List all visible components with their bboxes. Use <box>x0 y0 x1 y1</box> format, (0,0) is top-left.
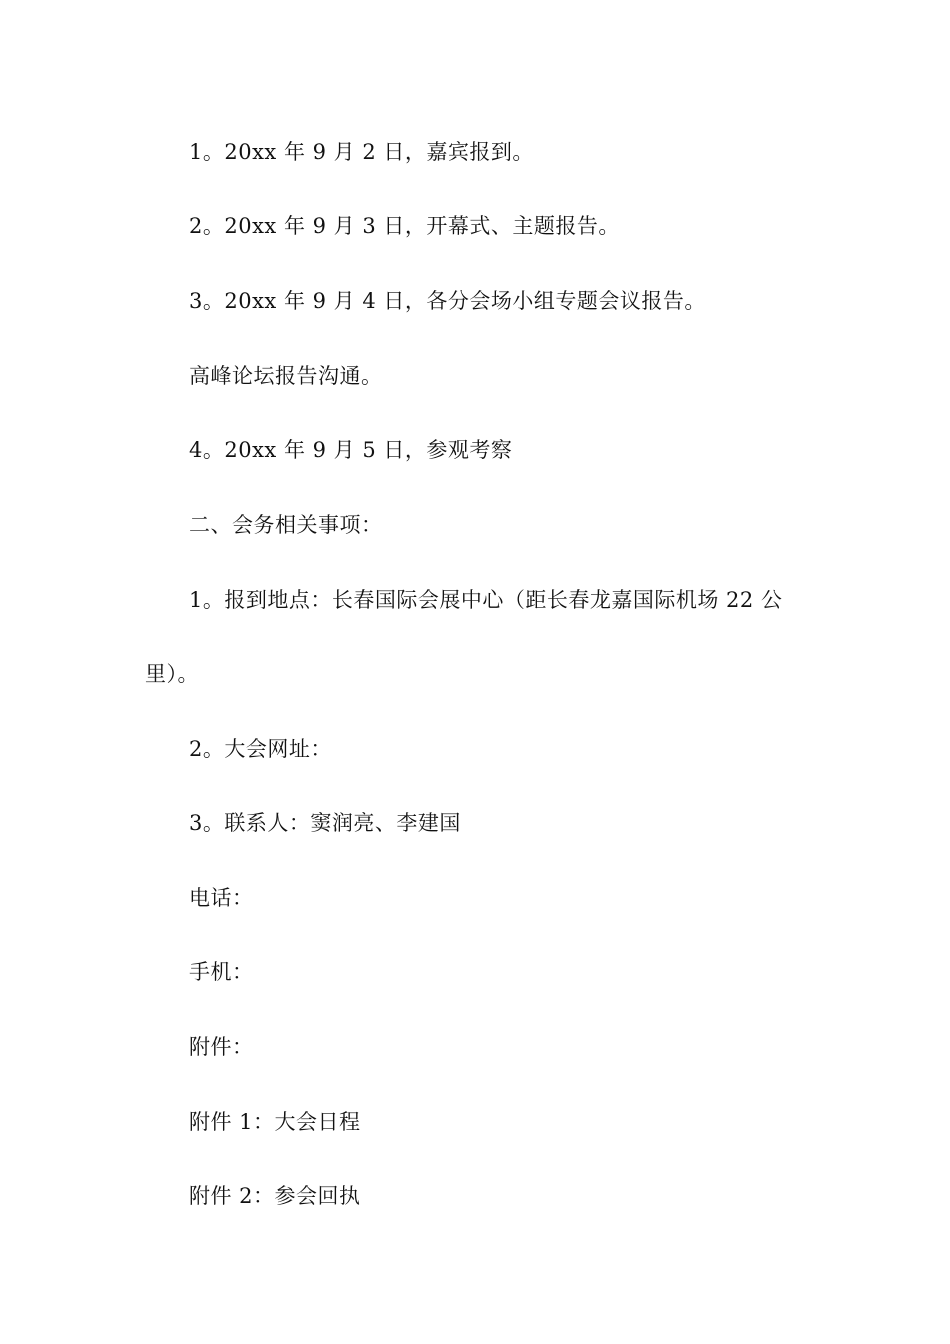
phone-label: 电话： <box>189 886 254 910</box>
schedule-item-2: 2。20xx 年 9 月 3 日，开幕式、主题报告。 <box>189 214 620 238</box>
contact-persons: 3。联系人：窦润亮、李建国 <box>189 811 461 835</box>
section-heading: 二、会务相关事项： <box>189 513 383 537</box>
schedule-item-4: 4。20xx 年 9 月 5 日，参观考察 <box>189 438 513 462</box>
registration-location-continued: 里）。 <box>145 662 199 686</box>
attachment-2: 附件 2：参会回执 <box>189 1184 361 1208</box>
schedule-item-1: 1。20xx 年 9 月 2 日，嘉宾报到。 <box>189 140 534 164</box>
schedule-item-3-detail: 高峰论坛报告沟通。 <box>189 364 383 388</box>
registration-location: 1。报到地点：长春国际会展中心（距长春龙嘉国际机场 22 公 <box>189 588 783 612</box>
attachments-label: 附件： <box>189 1035 254 1059</box>
mobile-label: 手机： <box>189 960 254 984</box>
schedule-item-3: 3。20xx 年 9 月 4 日，各分会场小组专题会议报告。 <box>189 289 706 313</box>
attachment-1: 附件 1：大会日程 <box>189 1110 361 1134</box>
conference-website: 2。大会网址： <box>189 737 332 761</box>
